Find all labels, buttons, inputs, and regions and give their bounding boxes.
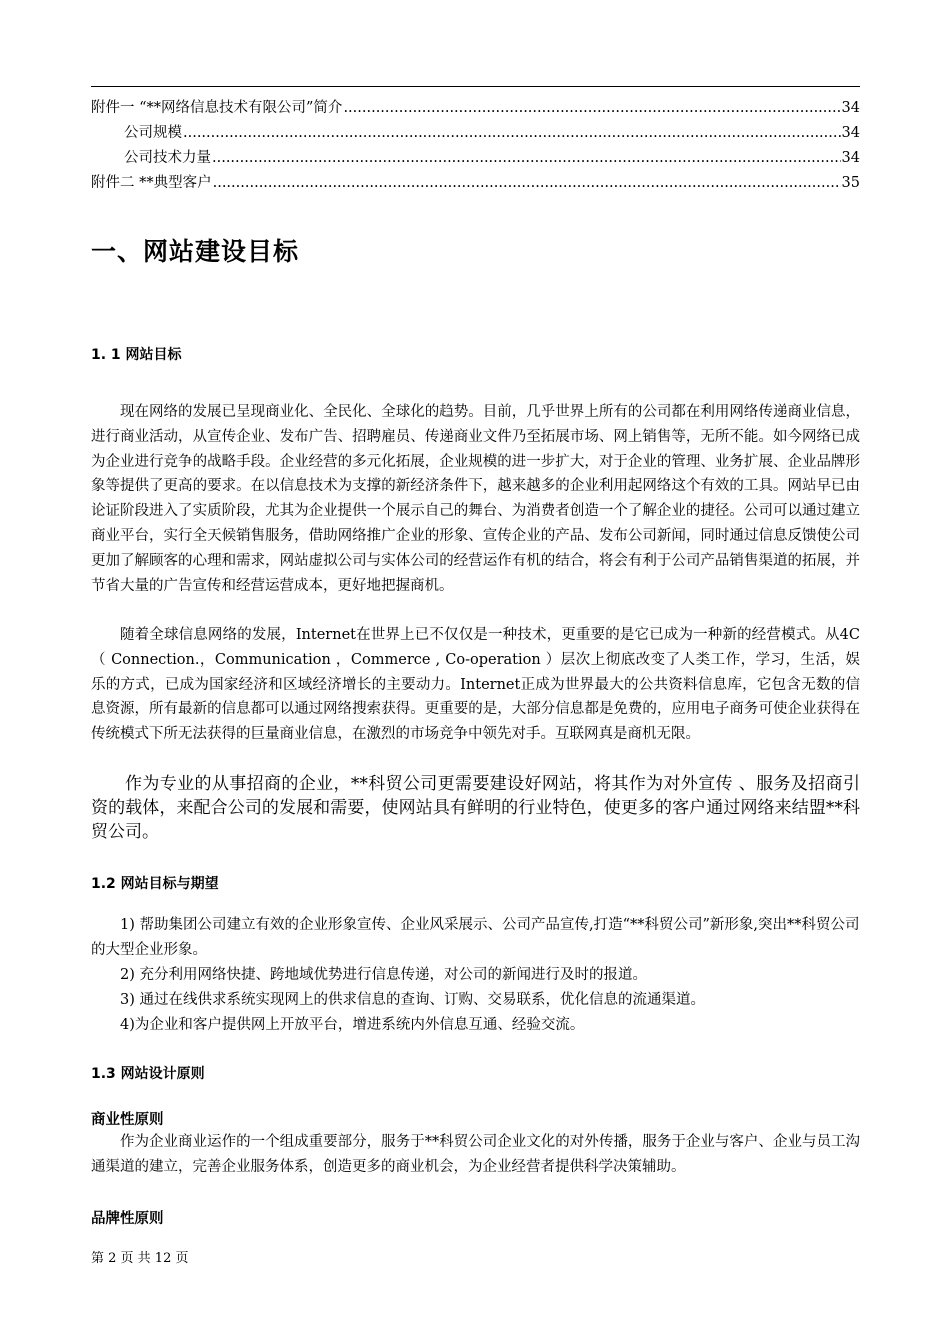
toc-entry-label: 附件二 **典型客户: [91, 175, 212, 191]
subsection-heading-brand: 品牌性原则: [91, 1211, 164, 1227]
toc-entry-page: 34: [841, 100, 860, 116]
list-item: 3) 通过在线供求系统实现网上的供求信息的查询、订购、交易联系，优化信息的流通渠道。: [120, 992, 705, 1008]
toc-entry-page: 34: [841, 125, 860, 141]
header-rule: [91, 86, 860, 87]
chapter-heading: 一、网站建设目标: [91, 237, 300, 266]
toc-entry-label: 公司技术力量: [124, 150, 211, 166]
paragraph-commercial: 作为企业商业运作的一个组成重要部分，服务于**科贸公司企业文化的对外传播，服务于企业与客户、企业与员工沟通渠道的建立，完善企业服务体系，创造更多的商业机会，为企业经营者提供科学决策辅助。: [91, 1134, 860, 1175]
toc-leader-dots: [212, 146, 841, 171]
page-footer: 第 2 页 共 12 页: [91, 1251, 189, 1266]
toc-entry[interactable]: [91, 121, 860, 146]
toc-entry-label: 附件一 “**网络信息技术有限公司”简介: [91, 100, 343, 116]
toc-leader-dots: [183, 121, 841, 146]
section-heading-1-2: 1.2 网站目标与期望: [91, 876, 219, 892]
section-heading-1-1: 1. 1 网站目标: [91, 347, 182, 363]
toc-entry-label: 公司规模: [124, 125, 182, 141]
list-item: 1) 帮助集团公司建立有效的企业形象宣传、企业风采展示、公司产品宣传,打造“**科贸公司”新形象,突出**科贸公司的大型企业形象。: [91, 917, 860, 958]
paragraph-3: 作为专业的从事招商的企业，**科贸公司更需要建设好网站，将其作为对外宣传 、服务及招商引资的载体，来配合公司的发展和需要，使网站具有鲜明的行业特色，使更多的客户通过网络来结盟**科贸公司。: [91, 774, 860, 842]
section-heading-1-3: 1.3 网站设计原则: [91, 1066, 205, 1082]
toc-entry-page: 34: [841, 150, 860, 166]
toc-entry[interactable]: [91, 96, 860, 121]
subsection-heading-commercial: 商业性原则: [91, 1112, 164, 1128]
toc-entry[interactable]: [91, 146, 860, 171]
list-item: 2) 充分利用网络快捷、跨地域优势进行信息传递，对公司的新闻进行及时的报道。: [120, 967, 647, 983]
paragraph-2: 随着全球信息网络的发展，Internet在世界上已不仅仅是一种技术，更重要的是它已成为一种新的经营模式。从4C（ Connection.，Communication ，Commerce , Co-operation ）层次上彻底改变了人类工作，学习，生活，娱乐的方式，已成为国家经济和区域经济增长的主要动力。Internet正成为世界最大的公共资料信息库，它包含无数的信息资源，所有最新的信息都可以通过网络搜索获得。更重要的是，大部分信息都是免费的，应用电子商务可使企业获得在传统模式下所无法获得的巨量商业信息，在激烈的市场竞争中领先对手。互联网真是商机无限。: [91, 627, 860, 743]
table-of-contents: [91, 96, 860, 196]
list-item: 4)为企业和客户提供网上开放平台，增进系统内外信息互通、经验交流。: [120, 1017, 585, 1033]
toc-leader-dots: [213, 171, 841, 196]
toc-entry-page: 35: [841, 175, 860, 191]
paragraph-1: 现在网络的发展已呈现商业化、全民化、全球化的趋势。目前，几乎世界上所有的公司都在利用网络传递商业信息，进行商业活动，从宣传企业、发布广告、招聘雇员、传递商业文件乃至拓展市场、网上销售等，无所不能。如今网络已成为企业进行竞争的战略手段。企业经营的多元化拓展，企业规模的进一步扩大，对于企业的管理、业务扩展、企业品牌形象等提供了更高的要求。在以信息技术为支撑的新经济条件下，越来越多的企业利用起网络这个有效的工具。网站早已由论证阶段进入了实质阶段，尤其为企业提供一个展示自己的舞台、为消费者创造一个了解企业的捷径。公司可以通过建立商业平台，实行全天候销售服务，借助网络推广企业的形象、宣传企业的产品、发布公司新闻，同时通过信息反馈使公司更加了解顾客的心理和需求，网站虚拟公司与实体公司的经营运作有机的结合，将会有利于公司产品销售渠道的拓展，并节省大量的广告宣传和经营运营成本，更好地把握商机。: [91, 404, 860, 594]
toc-entry[interactable]: [91, 171, 860, 196]
toc-leader-dots: [343, 96, 840, 121]
